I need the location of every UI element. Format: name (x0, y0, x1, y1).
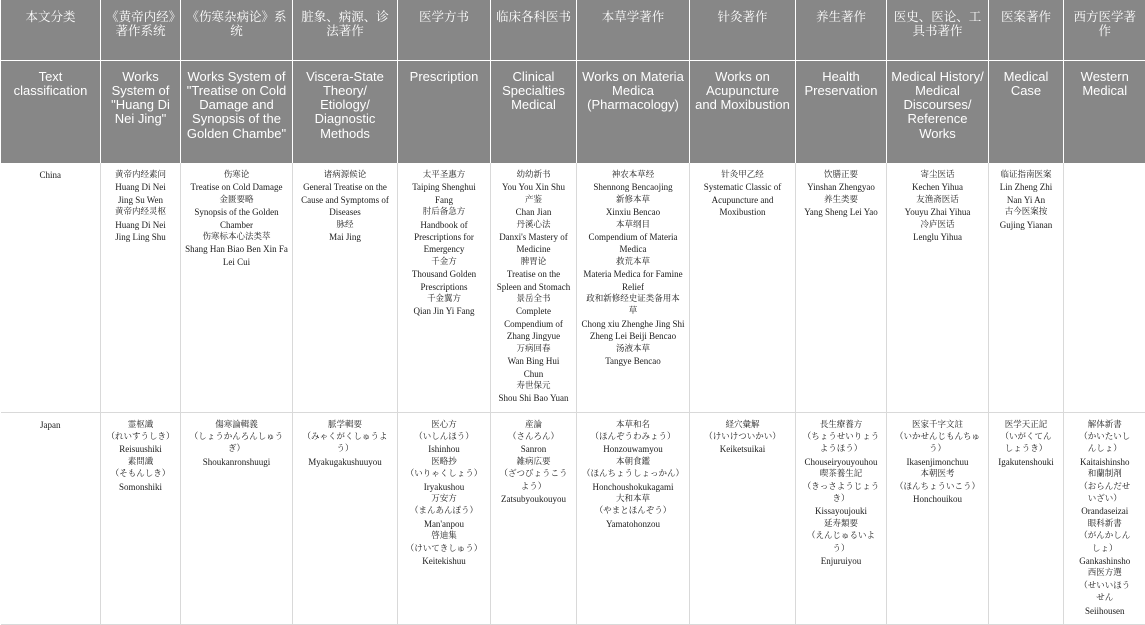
column-header-zh: 针灸著作 (690, 0, 796, 60)
cell-line: 万病回春 (494, 343, 573, 355)
table-cell (577, 412, 690, 624)
cell-line: Huang Di Nei (104, 181, 177, 193)
cell-line: 丹溪心法 (494, 219, 573, 231)
cell-line: Jing Ling Shu (104, 231, 177, 243)
cell-line: Enjuruiyou (799, 555, 883, 567)
cell-line: 黄帝内经灵枢 (104, 206, 177, 218)
cell-line: 脉经 (296, 219, 394, 231)
cell-line: Orandaseizai (1067, 505, 1143, 517)
cell-line: Lenglu Yihua (890, 231, 985, 243)
cell-line: Zheng Lei Beiji Bencao (580, 330, 686, 342)
cell-line: （ざつびょうこう (494, 468, 573, 480)
cell-line: 伤寒标本心法类萃 (184, 231, 289, 243)
cell-line: Handbook of (401, 219, 487, 231)
cell-line: 饮膳正要 (799, 169, 883, 181)
cell-line: しょ） (1067, 543, 1143, 555)
cell-line: 景岳全书 (494, 293, 573, 305)
cell-line: 诸病源候论 (296, 169, 394, 181)
cell-line: う） (890, 443, 985, 455)
cell-line: Yamatohonzou (580, 518, 686, 530)
cell-line: 针灸甲乙经 (693, 169, 792, 181)
cell-line: Medica (580, 243, 686, 255)
cell-line: 太平圣惠方 (401, 169, 487, 181)
cell-line: 産論 (494, 419, 573, 431)
table-cell (989, 163, 1064, 412)
column-header-en: Medical Case (989, 60, 1064, 163)
cell-line: （おらんだせ (1067, 481, 1143, 493)
cell-line: 医略抄 (401, 456, 487, 468)
cell-line: 产鉴 (494, 194, 573, 206)
cell-line: General Treatise on the (296, 181, 394, 193)
cell-line: Compendium of Materia (580, 231, 686, 243)
cell-line: 解体新書 (1067, 419, 1143, 431)
cell-line: Wan Bing Hui (494, 355, 573, 367)
cell-line: Chan Jian (494, 206, 573, 218)
cell-line: Iryakushou (401, 481, 487, 493)
cell-line: Youyu Zhai Yihua (890, 206, 985, 218)
cell-line: （しょうかんろんしゅう (184, 431, 289, 443)
cell-line: （やまとほんぞう） (580, 505, 686, 517)
cell-line: 伤寒论 (184, 169, 289, 181)
cell-line: Igakutenshouki (992, 456, 1060, 468)
cell-line: 雑病広要 (494, 456, 573, 468)
table-cell (690, 163, 796, 412)
column-header-zh: 临床各科医书 (491, 0, 577, 60)
cell-line: You You Xin Shu (494, 181, 573, 193)
table-cell (181, 163, 293, 412)
table-cell (293, 163, 398, 412)
cell-line: Shang Han Biao Ben Xin Fa (184, 243, 289, 255)
column-header-zh: 脏象、病源、诊法著作 (293, 0, 398, 60)
cell-line: 黄帝内经素问 (104, 169, 177, 181)
cell-line: Lin Zheng Zhi (992, 181, 1060, 193)
cell-line: Thousand Golden (401, 268, 487, 280)
cell-line: Zatsubyoukouyou (494, 493, 573, 505)
cell-line: （けいてきしゅう） (401, 543, 487, 555)
cell-line: Relief (580, 281, 686, 293)
column-header-zh: 本草学著作 (577, 0, 690, 60)
cell-line: Mai Jing (296, 231, 394, 243)
column-header-zh: 本文分类 (1, 0, 101, 60)
cell-line: 汤液本草 (580, 343, 686, 355)
column-header-en: Clinical Specialties Medical (491, 60, 577, 163)
cell-line: 喫茶養生記 (799, 468, 883, 480)
cell-line: （いりゃくしょう） (401, 468, 487, 480)
cell-line: （そもんしき） (104, 468, 177, 480)
cell-line: Chong xiu Zhenghe Jing Shi (580, 318, 686, 330)
cell-line: Prescriptions (401, 281, 487, 293)
table-cell (796, 163, 887, 412)
cell-line: Reisuushiki (104, 443, 177, 455)
cell-line: （みゃくがくしゅうよ (296, 431, 394, 443)
cell-line: しょうき） (992, 443, 1060, 455)
cell-line: Honchoushokukagami (580, 481, 686, 493)
cell-line: （かいたいし (1067, 431, 1143, 443)
table-cell (491, 412, 577, 624)
cell-line: Nan Yi An (992, 194, 1060, 206)
cell-line: （いかせんじもんちゅ (890, 431, 985, 443)
cell-line: Taiping Shenghui (401, 181, 487, 193)
cell-line: Lei Cui (184, 256, 289, 268)
cell-line: Kissayoujouki (799, 505, 883, 517)
table-cell (101, 412, 181, 624)
cell-line: う） (799, 543, 883, 555)
cell-line: Yinshan Zhengyao (799, 181, 883, 193)
column-header-en: Works System of "Huang Di Nei Jing" (101, 60, 181, 163)
cell-line: 政和新修经史证类备用本 (580, 293, 686, 305)
cell-line: Seiihousen (1067, 605, 1143, 617)
cell-line: 寄尘医话 (890, 169, 985, 181)
cell-line: Medicine (494, 243, 573, 255)
column-header-zh: 养生著作 (796, 0, 887, 60)
cell-line: Keiketsuikai (693, 443, 792, 455)
table-cell (577, 163, 690, 412)
cell-line: 医学天正記 (992, 419, 1060, 431)
cell-line: Treatise on Cold Damage (184, 181, 289, 193)
country-label: China (4, 169, 98, 181)
cell-line: （いがくてん (992, 431, 1060, 443)
cell-line: Chamber (184, 219, 289, 231)
column-header-zh: 医史、医论、工具书著作 (887, 0, 989, 60)
cell-line: 経穴彙解 (693, 419, 792, 431)
row-country (1, 163, 101, 412)
cell-line: Yang Sheng Lei Yao (799, 206, 883, 218)
cell-line: （えんじゅるいよ (799, 530, 883, 542)
cell-line: Materia Medica for Famine (580, 268, 686, 280)
cell-line: Tangye Bencao (580, 355, 686, 367)
table-cell (491, 163, 577, 412)
cell-line: 寿世保元 (494, 380, 573, 392)
cell-line: いざい） (1067, 493, 1143, 505)
cell-line: 和蘭制剤 (1067, 468, 1143, 480)
column-header-zh: 西方医学著作 (1064, 0, 1145, 60)
column-header-en: Works on Materia Medica (Pharmacology) (577, 60, 690, 163)
cell-line: 脾胃论 (494, 256, 573, 268)
cell-line: （ほんちょういこう） (890, 481, 985, 493)
cell-line: せん (1067, 592, 1143, 604)
table-cell (690, 412, 796, 624)
column-header-en: Works System of "Treatise on Cold Damage and Synopsis of the Golden Chambe" (181, 60, 293, 163)
table-cell (293, 412, 398, 624)
column-header-en: Western Medical (1064, 60, 1145, 163)
cell-line: Myakugakushuuyou (296, 456, 394, 468)
cell-line: Gujing Yianan (992, 219, 1060, 231)
cell-line: 肘后备急方 (401, 206, 487, 218)
cell-line: ようほう） (799, 443, 883, 455)
cell-line: 古今医案按 (992, 206, 1060, 218)
cell-line: Shou Shi Bao Yuan (494, 392, 573, 404)
cell-line: 神农本草经 (580, 169, 686, 181)
cell-line: 万安方 (401, 493, 487, 505)
cell-line: 本朝食鑑 (580, 456, 686, 468)
cell-line: （ほんぞうわみょう） (580, 431, 686, 443)
column-header-zh: 医学方书 (398, 0, 491, 60)
cell-line: （まんあんぽう） (401, 505, 487, 517)
cell-line: 本草和名 (580, 419, 686, 431)
cell-line: Sanron (494, 443, 573, 455)
cell-line: 素問識 (104, 456, 177, 468)
column-header-en: Medical History/ Medical Discourses/ Reference Works (887, 60, 989, 163)
cell-line: Shoukanronshuugi (184, 456, 289, 468)
cell-line: Spleen and Stomach (494, 281, 573, 293)
cell-line: Xinxiu Bencao (580, 206, 686, 218)
cell-line: Treatise on the (494, 268, 573, 280)
cell-line: Fang (401, 194, 487, 206)
cell-line: んしょ） (1067, 443, 1143, 455)
cell-line: 医家千字文註 (890, 419, 985, 431)
cell-line: 冷庐医话 (890, 219, 985, 231)
cell-line: （いしんほう） (401, 431, 487, 443)
table-cell (887, 412, 989, 624)
table-body (1, 163, 1145, 624)
table-cell (101, 163, 181, 412)
cell-line: （れいすうしき） (104, 431, 177, 443)
cell-line: Chun (494, 368, 573, 380)
cell-line: Ishinhou (401, 443, 487, 455)
table-cell (887, 163, 989, 412)
cell-line: 眼科新書 (1067, 518, 1143, 530)
cell-line: （ちょうせいりょう (799, 431, 883, 443)
cell-line: 临证指南医案 (992, 169, 1060, 181)
cell-line: （がんかしん (1067, 530, 1143, 542)
cell-line: Somonshiki (104, 481, 177, 493)
cell-line: ぎ） (184, 443, 289, 455)
header-row-english (1, 60, 1145, 163)
cell-line: Complete (494, 305, 573, 317)
cell-line: Danxi's Mastery of (494, 231, 573, 243)
country-label: Japan (4, 419, 98, 431)
cell-line: （きっさようじょう (799, 481, 883, 493)
column-header-en: Prescription (398, 60, 491, 163)
cell-line: 金匮要略 (184, 194, 289, 206)
cell-line: 草 (580, 305, 686, 317)
header-row-chinese (1, 0, 1145, 60)
cell-line: Ikasenjimonchuu (890, 456, 985, 468)
cell-line: 幼幼新书 (494, 169, 573, 181)
column-header-zh: 《伤寒杂病论》系统 (181, 0, 293, 60)
cell-line: Keitekishuu (401, 555, 487, 567)
cell-line: よう） (494, 481, 573, 493)
cell-line: Jing Su Wen (104, 194, 177, 206)
cell-line: Diseases (296, 206, 394, 218)
cell-line: Synopsis of the Golden (184, 206, 289, 218)
cell-line: 延寿類要 (799, 518, 883, 530)
cell-line: Cause and Symptoms of (296, 194, 394, 206)
cell-line: 本朝医考 (890, 468, 985, 480)
cell-line: Systematic Classic of (693, 181, 792, 193)
cell-line: （ほんちょうしょっかん） (580, 468, 686, 480)
cell-line: Acupuncture and (693, 194, 792, 206)
cell-line: 西医方選 (1067, 567, 1143, 579)
cell-line: う） (296, 443, 394, 455)
cell-line: Man'anpou (401, 518, 487, 530)
table-cell (1064, 163, 1145, 412)
cell-line: Zhang Jingyue (494, 330, 573, 342)
cell-line: 友渔斋医话 (890, 194, 985, 206)
column-header-en: Text classification (1, 60, 101, 163)
cell-line: 大和本草 (580, 493, 686, 505)
table-cell (989, 412, 1064, 624)
column-header-zh: 医案著作 (989, 0, 1064, 60)
table-row (1, 163, 1145, 412)
table-cell (796, 412, 887, 624)
cell-line: （さんろん） (494, 431, 573, 443)
cell-line: Kaitaishinsho (1067, 456, 1143, 468)
cell-line: 养生类要 (799, 194, 883, 206)
table-cell (398, 412, 491, 624)
cell-line: 啓迪集 (401, 530, 487, 542)
cell-line: Emergency (401, 243, 487, 255)
table-header (1, 0, 1145, 163)
cell-line: Huang Di Nei (104, 219, 177, 231)
cell-line: き） (799, 493, 883, 505)
column-header-en: Health Preservation (796, 60, 887, 163)
column-header-en: Viscera-State Theory/ Etiology/ Diagnostic Methods (293, 60, 398, 163)
cell-line: Shennong Bencaojing (580, 181, 686, 193)
cell-line: Honchouikou (890, 493, 985, 505)
table-cell (181, 412, 293, 624)
cell-line: Prescriptions for (401, 231, 487, 243)
cell-line: Chouseiryouyouhou (799, 456, 883, 468)
cell-line: （せいいほう (1067, 580, 1143, 592)
table-row (1, 412, 1145, 624)
cell-line: Honzouwamyou (580, 443, 686, 455)
row-country (1, 412, 101, 624)
cell-line: 長生療養方 (799, 419, 883, 431)
cell-line: 霊枢識 (104, 419, 177, 431)
cell-line: Kechen Yihua (890, 181, 985, 193)
cell-line: Moxibustion (693, 206, 792, 218)
table-cell (1064, 412, 1145, 624)
column-header-zh: 《黄帝内经》著作系统 (101, 0, 181, 60)
cell-line: Compendium of (494, 318, 573, 330)
cell-line: 医心方 (401, 419, 487, 431)
cell-line: Qian Jin Yi Fang (401, 305, 487, 317)
cell-line: 本草纲目 (580, 219, 686, 231)
cell-line: Gankashinsho (1067, 555, 1143, 567)
cell-line: 傷寒論輯義 (184, 419, 289, 431)
cell-line: 新修本草 (580, 194, 686, 206)
column-header-en: Works on Acupuncture and Moxibustion (690, 60, 796, 163)
cell-line: 脈学輯要 (296, 419, 394, 431)
cell-line: （けいけついかい） (693, 431, 792, 443)
cell-line: 千金方 (401, 256, 487, 268)
cell-line: 救荒本草 (580, 256, 686, 268)
cell-line: 千金翼方 (401, 293, 487, 305)
table-cell (398, 163, 491, 412)
